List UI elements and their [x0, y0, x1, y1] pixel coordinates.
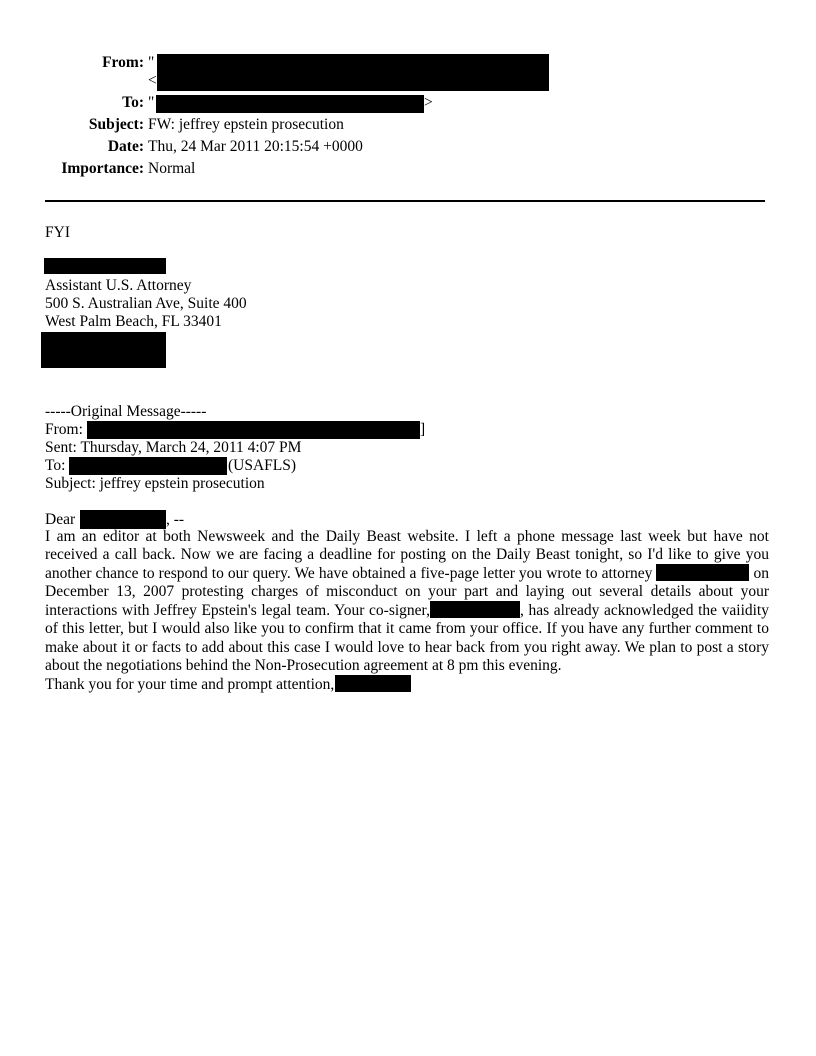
paragraph-part1: I am an editor at both Newsweek and the Daily Beast website. I left a phone message last week but have not received a call back. Now we are facing a deadline for posting on the Daily Beast tonight, so I'd like to give you another chance to respond to our query. We have obtained a five-page letter you wrote to attorney — [45, 528, 769, 583]
redacted-original-from — [87, 421, 420, 439]
redacted-cosigner-name — [430, 601, 520, 618]
to-label: To: — [122, 94, 144, 111]
closing-text: Thank you for your time and prompt attention, — [45, 675, 335, 693]
redacted-recipient-name — [80, 510, 166, 529]
original-from-label: From: — [45, 421, 83, 438]
greeting-start: Dear — [45, 511, 76, 528]
redacted-from-address — [157, 54, 549, 91]
greeting-end: , -- — [166, 511, 185, 528]
redacted-original-to — [69, 457, 227, 475]
importance-label: Importance: — [61, 160, 144, 177]
subject-label: Subject: — [88, 116, 144, 133]
subject-value: FW: jeffrey epstein prosecution — [148, 116, 344, 133]
original-sent: Sent: Thursday, March 24, 2011 4:07 PM — [45, 439, 302, 456]
importance-value: Normal — [148, 160, 196, 177]
header-divider — [45, 200, 765, 202]
date-value: Thu, 24 Mar 2011 20:15:54 +0000 — [148, 138, 363, 155]
signature-address-line2: West Palm Beach, FL 33401 — [45, 313, 222, 330]
redacted-editor-name — [335, 675, 411, 692]
original-subject: Subject: jeffrey epstein prosecution — [45, 475, 265, 492]
fyi-text: FYI — [45, 224, 70, 241]
redacted-signature-contact — [41, 332, 166, 368]
original-message-separator: -----Original Message----- — [45, 403, 207, 420]
to-value-close: > — [424, 94, 433, 111]
date-label: Date: — [107, 138, 144, 155]
redacted-attorney-name — [656, 564, 749, 581]
redacted-sender-name — [44, 258, 166, 274]
signature-title: Assistant U.S. Attorney — [45, 277, 192, 294]
from-label: From: — [102, 54, 144, 71]
original-to-label: To: — [45, 457, 66, 474]
signature-address-line1: 500 S. Australian Ave, Suite 400 — [45, 295, 247, 312]
original-from-close: ] — [420, 421, 426, 438]
paragraph-part3: , has already acknowledged the vaiidity of this letter, but I would also like you to confirm that it came from your office. If you have any further comment to make about it or facts to add about this case I would love to hear back from you right away. We plan to post a story about the negotiations behind the Non-Prosecution agreement at 8 pm this evening. — [45, 602, 769, 674]
paragraph-part2: on December 13, 2007 protesting charges of misconduct on your part and laying out several details about your interactions with Jeffrey Epstein's legal team. Your co-signer, — [45, 565, 770, 620]
from-value-bracket: < — [148, 72, 157, 89]
original-to-suffix: (USAFLS) — [228, 457, 297, 474]
message-paragraph — [45, 528, 769, 694]
from-value-quote: " — [148, 54, 155, 71]
to-value-quote: " — [148, 94, 155, 111]
redacted-to-address — [156, 95, 424, 113]
